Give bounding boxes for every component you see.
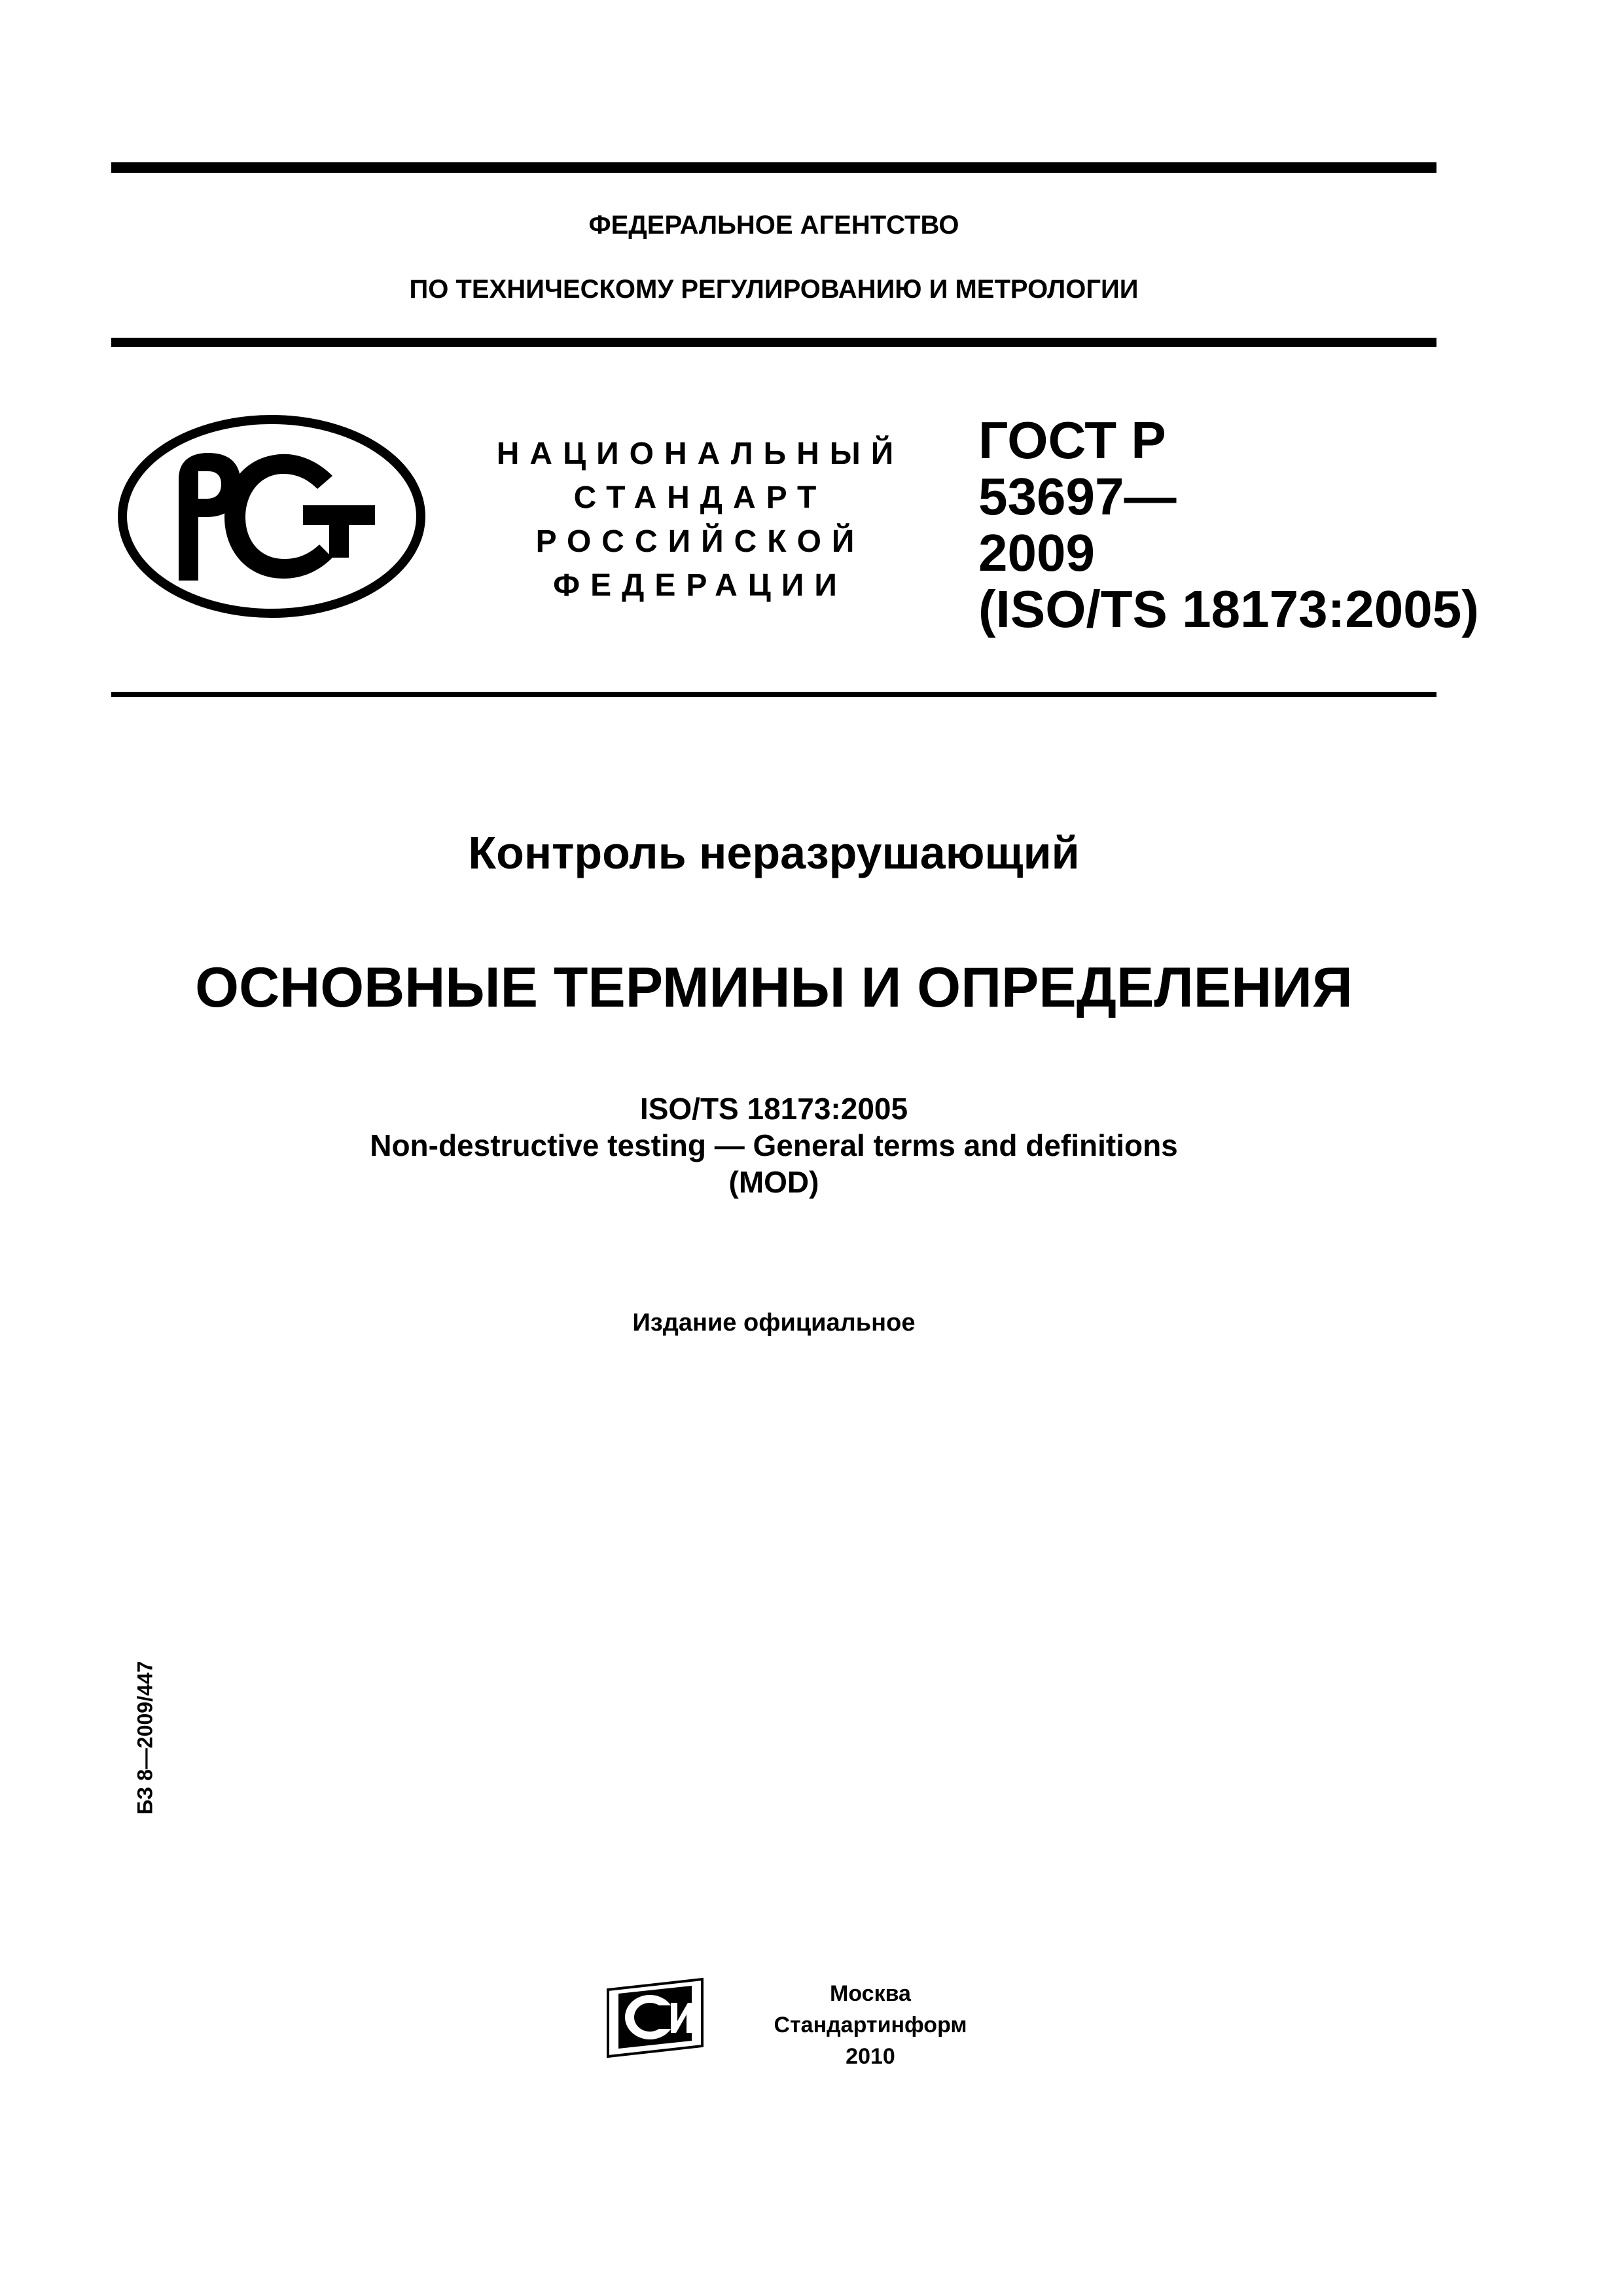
agency-name-line-1: ФЕДЕРАЛЬНОЕ АГЕНТСТВО [588, 211, 959, 240]
top-rule [111, 162, 1436, 173]
imprint-year: 2010 [846, 2044, 895, 2069]
header-bottom-rule [111, 692, 1436, 697]
national-standard-caption [484, 432, 916, 607]
designation-line-3: 2009 [978, 524, 1095, 582]
imprint-block [720, 1978, 1021, 2072]
designation-line-1: ГОСТ Р [978, 411, 1166, 469]
side-registration-code: БЗ 8—2009/447 [133, 1660, 157, 1815]
agency-name-line-2: ПО ТЕХНИЧЕСКОМУ РЕГУЛИРОВАНИЮ И МЕТРОЛОГИИ [409, 275, 1139, 304]
national-standard-line-1: НАЦИОНАЛЬНЫЙ [496, 437, 904, 471]
national-standard-line-2: СТАНДАРТ [573, 480, 827, 515]
imprint-publisher: Стандартинформ [774, 2013, 967, 2037]
document-title-general: Контроль неразрушающий [468, 827, 1080, 878]
rst-certification-logo-icon [116, 414, 427, 620]
standard-designation [978, 411, 1479, 638]
national-standard-line-3: РОССИЙСКОЙ [535, 524, 865, 559]
international-standard-title: Non-destructive testing — General terms and definitions [370, 1128, 1178, 1162]
international-standard-code: ISO/TS 18173:2005 [639, 1092, 908, 1126]
edition-note: Издание официальное [632, 1309, 916, 1336]
designation-line-4: (ISO/TS 18173:2005) [978, 580, 1479, 638]
modification-degree: (MOD) [728, 1165, 819, 1199]
standartinform-logo-icon [605, 1977, 705, 2058]
national-standard-line-4: ФЕДЕРАЦИИ [553, 568, 847, 603]
agency-rule [111, 338, 1436, 347]
imprint-city: Москва [830, 1981, 911, 2006]
designation-line-2: 53697— [978, 467, 1177, 526]
document-title-main: ОСНОВНЫЕ ТЕРМИНЫ И ОПРЕДЕЛЕНИЯ [195, 956, 1353, 1019]
